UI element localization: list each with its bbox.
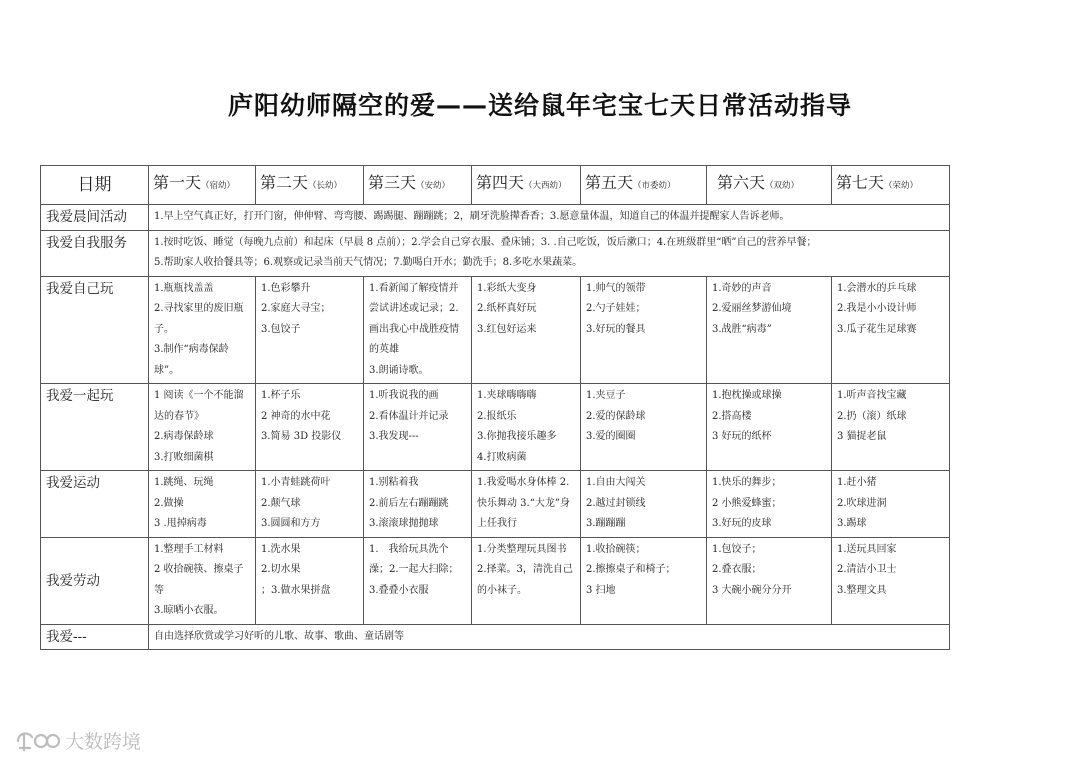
activity-item: 3.包饺子 [261,323,301,335]
activity-item: 1.奇妙的声音 [712,282,772,294]
page-title: 庐阳幼师隔空的爱——送给鼠年宅宝七天日常活动指导 [227,91,852,120]
activity-item: 2.前后左右蹦蹦跳 [369,497,449,509]
day-header [832,166,950,205]
day-name: 第二天 [260,173,309,193]
activity-item: 2.扔（滚）纸球 [837,410,907,422]
activity-item: 3.蹦蹦蹦 [586,518,626,529]
activity-item: 3.朗诵诗歌。 [369,364,429,376]
row-play-self [41,276,950,384]
activity-item: 3.打败细菌棋 [154,451,214,463]
activity-item: 3.晾晒小衣服。 [154,605,224,616]
day-name: 第四天 [476,173,525,193]
row-self-service [41,230,950,276]
activity-item: 3.我发现--- [369,431,419,442]
activity-item: 3 大碗小碗分分开 [712,584,792,596]
activity-item: 2.家庭大寻宝； [261,303,331,314]
day-header [707,166,832,205]
activity-item: 3 猫捉老鼠 [837,431,887,442]
category-label: 我爱一起玩 [41,384,149,471]
morning-text: 1.早上空气真正好，打开门窗，伸伸臂、弯弯腰、踢踢腿、蹦蹦跳；2，刷牙洗脸撵香香；3.愿意量体温，知道自己的体温并提醒家人告诉老师。 [149,205,950,231]
row-play-together [41,384,950,471]
activity-item: 1.跳绳、玩绳 [154,477,214,488]
activity-cell [472,384,581,471]
activity-item: 2.颠气球 [261,497,301,509]
row-other [41,624,950,650]
activity-item: 1.小青蛙跳荷叶 [261,477,331,488]
date-header: 日期 [41,166,149,205]
activity-item: 1.夹球嗨嗨嗨 [477,390,537,401]
text-line: 5.帮助家人收拾餐具等；6.观察或记录当前天气情况；7.勤喝白开水；勤洗手；8.多吃水果蔬菜。 [154,257,583,268]
day-name: 第七天 [836,173,885,193]
category-label: 我爱运动 [41,471,149,538]
activity-item: ；3.做水果拼盘 [261,584,331,596]
activity-item: 1.我爱喝水身体棒 2.快乐舞动 3.“大龙”身上任我行 [477,477,570,529]
activity-item: 1.会潜水的乒乓球 [837,282,917,294]
header-row [41,166,950,205]
activity-item: 1.帅气的领带 [586,282,646,294]
day-note: （大西幼） [524,181,567,192]
day-note: （双幼） [765,181,800,192]
activity-cell [472,471,581,538]
other-text: 自由选择欣赏或学习好听的儿歌、故事、歌曲、童话剧等 [149,624,950,650]
day-note: （宿幼） [201,181,236,192]
activity-item: 3.整理文具 [837,584,887,596]
activity-item: 3.叠叠小衣服 [369,584,429,596]
activity-schedule-table [40,165,950,650]
activity-item: 2 神奇的水中花 [261,410,331,422]
activity-item: 1.快乐的舞步； [712,477,782,488]
activity-cell [364,384,472,471]
activity-item: 3 .甩掉病毒 [154,518,207,529]
activity-item: 3.爱的圈圈 [586,431,636,442]
activity-item: 2.纸杯真好玩 [477,303,537,314]
activity-item: 1.听声音找宝藏 [837,390,907,401]
activity-item: 2.吹球进洞 [837,497,887,509]
activity-cell [149,471,256,538]
activity-cell [707,471,832,538]
activity-item: 2.叠衣服； [712,564,762,575]
activity-item: 2.病毒保龄球 [154,431,214,442]
activity-item: 1.洗水果 [261,543,301,555]
activity-cell [256,276,364,384]
activity-item: 2.爱丽丝梦游仙境 [712,303,792,314]
activity-item: 3.简易 3D 投影仪 [261,431,342,442]
category-label: 我爱--- [41,624,149,650]
activity-item: 2.做操 [154,497,184,509]
activity-item: 1.杯子乐 [261,390,301,401]
activity-item: 1.赶小猪 [837,477,877,488]
activity-item: 1.彩纸大变身 [477,282,537,294]
activity-cell [707,537,832,624]
activity-cell [364,276,472,384]
activity-item: 1.自由大闯关 [586,477,646,488]
activity-item: 1.分类整理玩具图书 2.择菜。3，清洗自己的小袜子。 [477,543,573,596]
activity-item: 1.听我说我的画 [369,390,439,401]
activity-item: 2 收拾碗筷、擦桌子等 [154,564,244,596]
activity-item: 3.好玩的餐具 [586,323,646,335]
activity-item: 1.包饺子； [712,543,762,555]
activity-item: 1.抱枕操或球操 [712,390,782,401]
activity-cell [707,276,832,384]
activity-item: 3.你抛我接乐趣多 [477,431,557,442]
activity-item: 3.红包好运来 [477,323,537,335]
day-name: 第五天 [585,173,634,193]
activity-cell [364,471,472,538]
activity-item: 1.送玩具回家 [837,543,897,555]
activity-item: 3.战胜“病毒” [712,323,772,335]
day-header [364,166,472,205]
activity-item: 1 阅读《一个不能溜达的春节》 [154,390,244,422]
activity-item: 2.越过封锁线 [586,497,646,509]
day-note: （荣幼） [884,181,919,192]
activity-item: 2.勺子娃娃； [586,303,646,314]
activity-cell [149,384,256,471]
day-note: （市委幼） [633,181,676,192]
day-name: 第三天 [368,173,417,193]
day-note: （长幼） [308,181,343,192]
watermark [14,727,141,754]
activity-item: 3.圆圆和方方 [261,518,321,529]
activity-cell [581,537,707,624]
activity-cell [472,276,581,384]
activity-cell [581,276,707,384]
activity-cell [472,537,581,624]
text-line: 1.按时吃饭、睡觉（每晚九点前）和起床（早晨 8 点前）；2.学会自己穿衣服、叠床铺；3. .自己吃饭，饭后漱口；4.在班级群里“晒”自己的营养早餐； [154,236,817,248]
activity-cell [149,276,256,384]
activity-item: 3 好玩的纸杯 [712,431,772,442]
day-header [256,166,364,205]
activity-cell [256,471,364,538]
activity-item: 2.清洁小卫士 [837,564,897,575]
activity-cell [832,384,950,471]
activity-item: 2.切水果 [261,564,301,575]
activity-item: 1.看新闻了解疫情并尝试讲述或记录；2.画出我心中战胜疫情的英雄 [369,282,459,355]
category-label: 我爱自我服务 [41,230,149,276]
activity-item: 2.寻找家里的废旧瓶子。 [154,303,244,335]
row-sports [41,471,950,538]
activity-cell [581,384,707,471]
day-header [472,166,581,205]
activity-item: 2.报纸乐 [477,410,517,422]
activity-item: 2.我是小小设计师 [837,303,917,314]
row-morning [41,205,950,231]
activity-cell [256,384,364,471]
activity-cell [832,537,950,624]
activity-item: 2.爱的保龄球 [586,410,646,422]
activity-item: 1.色彩攀升 [261,282,311,294]
activity-cell [832,471,950,538]
day-header [581,166,707,205]
activity-item: 1.别粘着我 [369,477,419,488]
day-name: 第六天 [717,173,766,193]
activity-item: 1.夹豆子 [586,390,626,401]
activity-item: 4.打败病菌 [477,451,527,463]
activity-cell [707,384,832,471]
watermark-logo-icon [14,728,60,754]
activity-item: 2.擦擦桌子和椅子； [586,564,676,575]
activity-cell [832,276,950,384]
activity-cell [364,537,472,624]
row-labor [41,537,950,624]
activity-cell [581,471,707,538]
activity-item: 3.踢球 [837,518,867,529]
activity-item: 3.瓜子花生足球赛 [837,323,917,335]
activity-cell [256,537,364,624]
activity-item: 2.搭高楼 [712,410,752,422]
day-header [149,166,256,205]
watermark-text: 大数跨境 [65,731,142,753]
activity-item: 2.看体温计并记录 [369,410,449,422]
activity-item: 3.好玩的皮球 [712,518,772,529]
activity-item: 3.滚滚球抛抛球 [369,518,439,529]
day-name: 第一天 [153,173,202,193]
activity-item: 1.收拾碗筷； [586,543,646,555]
activity-item: 2 小熊爱蜂蜜； [712,497,782,509]
category-label: 我爱晨间活动 [41,205,149,231]
activity-item: 1. 我给玩具洗个澡；2.一起大扫除； [369,543,459,575]
day-note: （安幼） [416,181,451,192]
category-label: 我爱自己玩 [41,276,149,384]
activity-item: 3 扫地 [586,584,616,596]
category-label: 我爱劳动 [41,537,149,624]
activity-cell [149,537,256,624]
activity-item: 1.整理手工材料 [154,543,224,555]
activity-item: 1.瓶瓶找盖盖 [154,282,214,294]
activity-item: 3.制作“病毒保龄球”。 [154,344,229,376]
self-service-text [149,230,950,276]
